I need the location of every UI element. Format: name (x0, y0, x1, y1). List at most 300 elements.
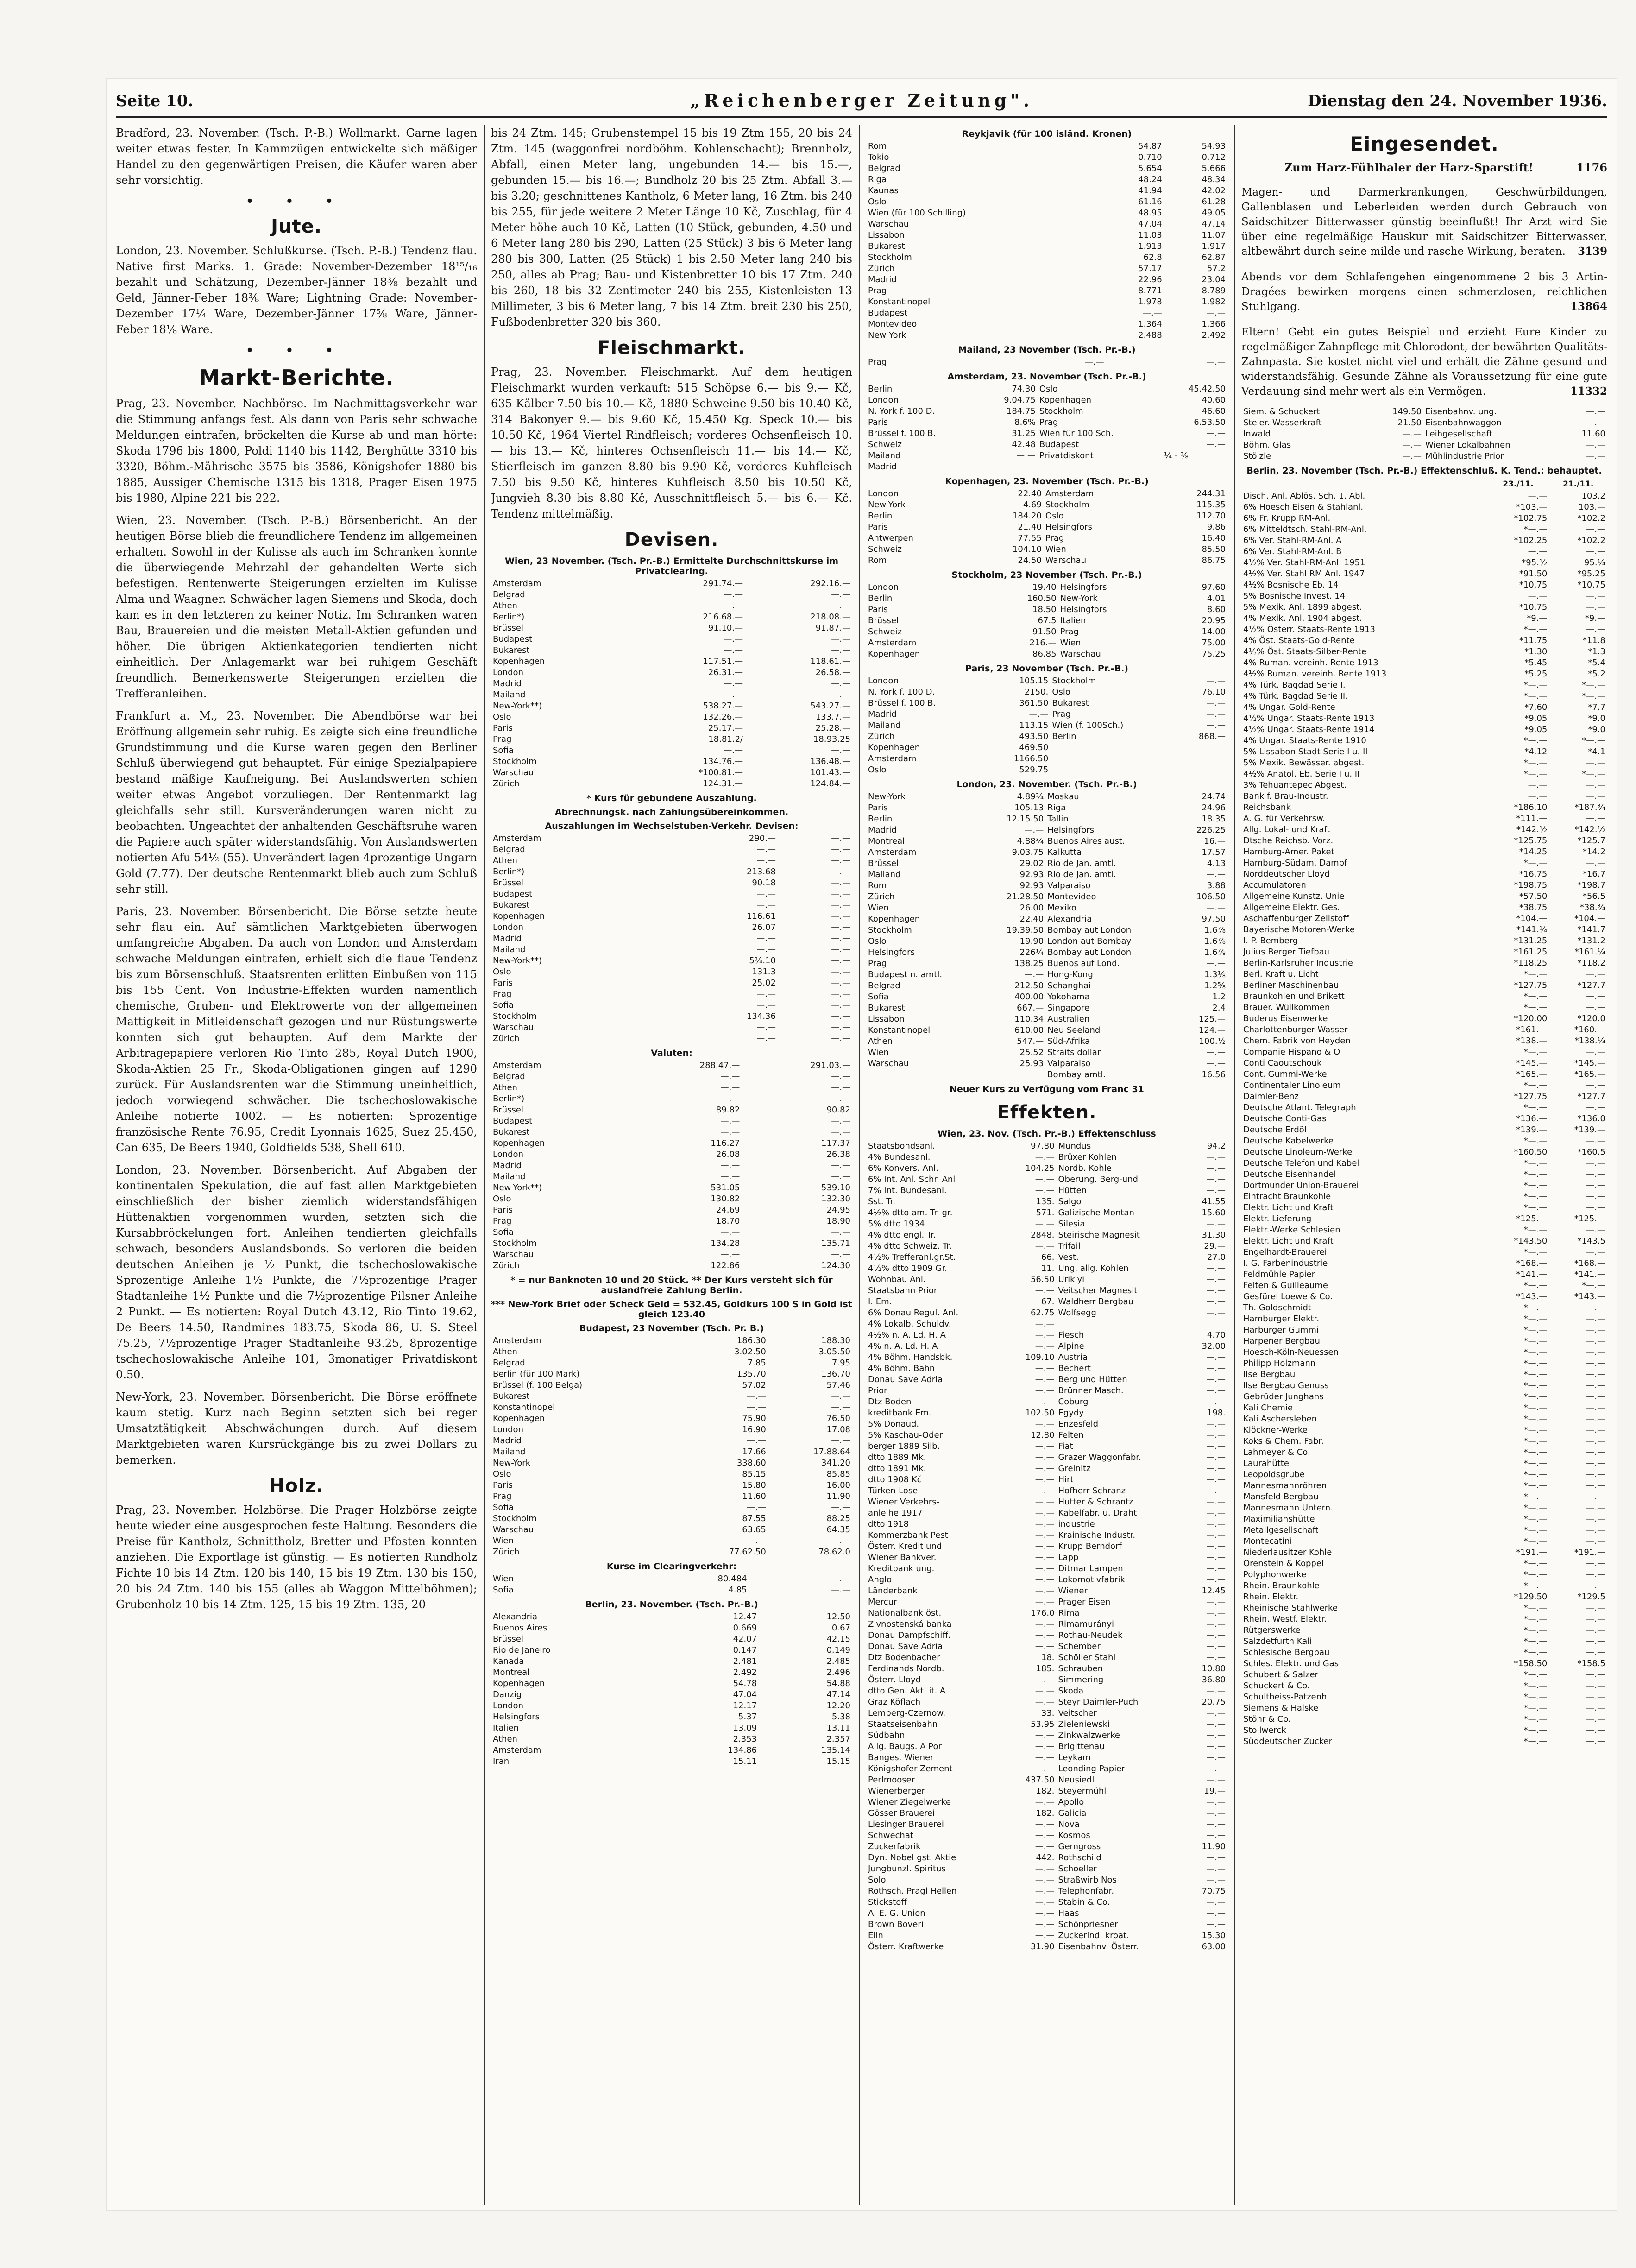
table-cell: —.— (1035, 1920, 1055, 1929)
table-cell: Ferdinands Nordb. (868, 1664, 944, 1674)
table-cell: —.— (1206, 1175, 1226, 1184)
table-cell: Stockholm (1052, 676, 1096, 686)
table-cell: —.— (1035, 1675, 1055, 1685)
table-cell: Schweiz (868, 440, 902, 449)
table-cell: Orenstein & Koppel (1243, 1559, 1324, 1568)
table-cell: Brüssel (493, 878, 523, 888)
table-cell: 47.14 (826, 1690, 850, 1699)
table-row (1241, 1091, 1607, 1102)
table-cell: New York (868, 330, 906, 340)
table-row (491, 1745, 852, 1756)
table-cell: —.— (1206, 1642, 1226, 1651)
table-cell: 26.00 (1019, 903, 1044, 913)
table-cell: —.— (1016, 451, 1036, 461)
table-row (1241, 1692, 1607, 1703)
table-cell: —.— (1586, 1692, 1605, 1702)
table-row (1241, 969, 1607, 980)
table-cell: Dtsche Reichsb. Vorz. (1243, 836, 1334, 846)
table-row (866, 1408, 1227, 1419)
table-cell: Kopenhagen (868, 914, 920, 924)
table-cell: Kopenhagen (493, 911, 545, 921)
table-row (866, 1563, 1227, 1574)
table-cell: *—.— (1523, 1158, 1548, 1168)
table-cell: Haas (1058, 1908, 1079, 1918)
table-row (1241, 591, 1607, 602)
table-cell: 437.50 (1025, 1775, 1055, 1785)
table-cell: *102.75 (1514, 513, 1548, 523)
table-cell: Krainische Industr. (1058, 1530, 1136, 1540)
table-row (1241, 1658, 1607, 1669)
table-header-cell: 21./11. (1562, 480, 1594, 489)
table-cell: Mailand (868, 720, 901, 730)
table-cell: —.— (1206, 1597, 1226, 1607)
table-cell: Rothsch. Pragl Hellen (868, 1886, 957, 1896)
table-row (491, 1435, 852, 1447)
table-cell: —.— (1206, 1875, 1226, 1885)
table-cell: *131.2 (1577, 936, 1605, 946)
table-cell: Belgrad (493, 1358, 525, 1368)
table-cell: Berlin*) (493, 1094, 525, 1104)
table-row (491, 1346, 852, 1358)
table-row (1241, 1425, 1607, 1436)
table-cell: *9.05 (1524, 714, 1548, 723)
table-cell: *125.7 (1577, 836, 1605, 846)
table-cell: 4½% dtto 1909 Gr. (868, 1264, 947, 1273)
table-row (866, 1841, 1227, 1852)
table-row (491, 1071, 852, 1082)
table-row (866, 450, 1227, 461)
table-cell: Zürich (493, 779, 520, 789)
table-cell (1050, 753, 1176, 764)
table-row (491, 745, 852, 756)
table-row (866, 1574, 1227, 1586)
table-cell: *—.— (1523, 1414, 1548, 1424)
table-cell: —.— (1084, 357, 1104, 367)
table-row (491, 1689, 852, 1700)
page-number: Seite 10. (116, 92, 194, 110)
table-row (1241, 1247, 1607, 1258)
table-cell: Steyermühl (1058, 1786, 1107, 1796)
table-cell: *102.2 (1577, 513, 1605, 523)
table-cell: *145.— (1516, 1058, 1548, 1068)
table-cell: *9.0 (1588, 725, 1605, 734)
table-cell: Deutsche Telefon und Kabel (1243, 1158, 1359, 1168)
table-row (491, 712, 852, 723)
table-cell: Belgrad (493, 845, 525, 854)
column-rule (1234, 125, 1235, 2205)
table-row (866, 1608, 1227, 1619)
table-row (866, 439, 1227, 450)
table-cell: Zürich (868, 892, 895, 902)
table-cell: 2.496 (826, 1668, 850, 1677)
table-cell: Türken-Lose (868, 1486, 918, 1496)
table-cell (1162, 461, 1227, 473)
table-cell: Donau Save Adria (868, 1375, 943, 1384)
table-row (491, 1424, 852, 1435)
table-cell: —.— (1206, 1508, 1226, 1518)
table-cell: *125.— (1574, 1214, 1605, 1224)
table-cell: Staatsbahn Prior (868, 1286, 938, 1295)
table-cell: Schweiz (868, 627, 902, 637)
table-cell: 11.90 (826, 1491, 850, 1501)
table-cell: *5.45 (1524, 658, 1548, 668)
table-cell: —.— (1035, 1931, 1055, 1940)
table-row (491, 756, 852, 767)
table-row (491, 656, 852, 667)
table-cell: —.— (1206, 1497, 1226, 1507)
table-cell: Lapp (1058, 1553, 1079, 1562)
table-cell: 24.69 (716, 1205, 740, 1215)
table-cell: Prag (868, 959, 887, 968)
table-row (866, 836, 1227, 847)
article-prag-nachboerse: Prag, 23. November. Nachbörse. Im Nachmittagsverkehr war die Stimmung anfangs fest. Als dann von Paris sehr schwache Meldungen eintrafen, bröckelten die Kurse ab und man hörte: Skoda 1796 bis 1800, Poldi 1140 bis 1142, Berghütte 3310 bis 3320, Böhm.-Mährische 3575 bis 3586, Königshofer 1880 bis 1885, Aussiger Chemische 1315 bis 1318, Prager Eisen 1975 bis 1980, Alpine 221 bis 222. (116, 397, 477, 505)
table-cell: *160.5 (1577, 1147, 1605, 1157)
table-cell: Gerngross (1058, 1842, 1101, 1851)
table-cell: 4% Ruman. vereinh. Rente 1913 (1243, 658, 1378, 668)
table-row (1241, 1558, 1607, 1569)
table-header-cell (1241, 478, 1487, 491)
table-cell: 116.27 (711, 1138, 740, 1148)
table-row (1241, 451, 1607, 462)
table-cell: Steier. Wasserkraft (1243, 418, 1322, 428)
table-cell (1050, 764, 1176, 776)
table-cell: —.— (831, 679, 850, 689)
table-cell: —.— (831, 1574, 850, 1584)
table-cell: *165.— (1574, 1069, 1605, 1079)
table-cell: 77.62.50 (729, 1547, 766, 1557)
table-row (866, 969, 1227, 980)
table-cell: —.— (1206, 1163, 1226, 1173)
securities-table (866, 1141, 1227, 1952)
table-cell: 85.85 (826, 1469, 850, 1479)
table-row (491, 1623, 852, 1634)
table-cell: Zürich (493, 1034, 520, 1043)
table-cell: Bukarest (868, 1003, 905, 1013)
table-row (491, 1611, 852, 1623)
table-cell: —.— (1206, 1920, 1226, 1929)
table-cell: Graz Köflach (868, 1697, 921, 1707)
table-cell: 41.94 (1138, 186, 1162, 196)
article-frankfurt-boerse: Frankfurt a. M., 23. November. Die Abendbörse war bei Eröffnung allgemein sehr ruhig. Es zeigte sich eine freundliche Grundstimmung und die Kurse waren gegen den Berliner Schluß überwiegend gut behauptet. Für einige Spezialpapiere bestand mäßige Kaufneigung. Bei Auslandswerten schien weiter etwas Angebot vorzuliegen. Der Rentenmarkt lag gleichfalls sehr still. Kursveränderungen waren nicht zu beobachten. Ungeachtet der anhaltenden Geschäftsruhe waren die Papiere auch später widerstandsfähig. Von Auslandswerten notierten Afu 54½ (55). Unverändert lagen 4prozentige Ungarn Gold (7.77). Der deutsche Rentenmarkt blieb auch zum Schluß sehr still. (116, 709, 477, 896)
table-cell: Antwerpen (868, 533, 913, 543)
table-row (866, 1069, 1227, 1080)
table-cell: *—.— (1523, 1358, 1548, 1368)
table-cell: —.— (831, 1116, 850, 1126)
table-cell: *—.— (1523, 1436, 1548, 1446)
table-row (866, 1763, 1227, 1775)
table-row (866, 1652, 1227, 1663)
table-cell: Budapest (493, 634, 533, 644)
table-cell: Julius Berger Tiefbau (1243, 947, 1330, 957)
table-cell: —.— (1206, 1764, 1226, 1774)
table-cell: 216.— (1029, 638, 1057, 648)
table-cell: 543.27.— (810, 701, 850, 711)
table-cell: *38.¾ (1579, 903, 1605, 912)
table-row (1241, 1402, 1607, 1414)
table-cell: —.— (1586, 1314, 1605, 1324)
table-cell: Budapest (1039, 440, 1079, 449)
table-row (866, 357, 1227, 368)
table-cell: New-York (868, 792, 906, 802)
table-cell: Deutsche Erdöl (1243, 1125, 1307, 1135)
table-cell: Aschaffenburger Zellstoff (1243, 914, 1349, 923)
table-cell: *5.25 (1524, 669, 1548, 679)
table-cell: —.— (1206, 1364, 1226, 1373)
table-cell: Straßwirb Nos (1058, 1875, 1117, 1885)
table-cell: Hütten (1058, 1186, 1087, 1195)
table-cell: *95.25 (1577, 569, 1605, 579)
table-cell: 134.36 (746, 1011, 776, 1021)
table-cell: —.— (1586, 1725, 1605, 1735)
table-cell: Oslo (1045, 511, 1064, 521)
table-cell: 24.74 (1202, 792, 1226, 802)
table-cell: Neu Seeland (1047, 1025, 1101, 1035)
table-cell: 136.48.— (810, 757, 850, 766)
table-cell: Donau Save Adria (868, 1642, 943, 1651)
table-cell: —.— (1402, 440, 1422, 450)
table-cell: Madrid (868, 275, 897, 284)
table-cell: 31.25 (1012, 429, 1036, 438)
table-row (1241, 1036, 1607, 1047)
table-cell: dtto 1918 (868, 1519, 909, 1529)
table-cell: Hamburg-Südam. Dampf (1243, 858, 1347, 868)
table-cell: London (868, 676, 899, 686)
table-cell: —.— (756, 856, 776, 866)
table-cell: 21.40 (1018, 522, 1042, 532)
table-cell: Sofia (493, 1503, 514, 1512)
table-cell: Rhein. Braunkohle (1243, 1581, 1320, 1591)
table-cell: Stockholm (868, 925, 912, 935)
table-cell: —.— (1586, 1003, 1605, 1012)
table-cell: Buenos auf Lond. (1047, 959, 1120, 968)
table-cell: —.— (1586, 1503, 1605, 1513)
table-cell: 4% Bundesanl. (868, 1152, 931, 1162)
table-cell: 4% Ungar. Gold-Rente (1243, 702, 1335, 712)
table-cell: Prag (493, 1216, 512, 1226)
table-cell: 11.60 (742, 1491, 766, 1501)
table-cell: *—.— (1523, 1003, 1548, 1012)
table-cell: Bukarest (493, 645, 530, 655)
table-cell: 42.48 (1012, 440, 1036, 449)
table-cell: —.— (831, 1585, 850, 1595)
table-cell: London aut Bombay (1047, 936, 1132, 946)
table-cell: —.— (1035, 1742, 1055, 1751)
table-cell: 9.86 (1207, 522, 1226, 532)
table-row (1241, 406, 1607, 417)
rates-table (491, 1335, 852, 1558)
table-cell: Mailand (493, 690, 526, 700)
rates-note: * = nur Banknoten 10 und 20 Stück. ** Der Kurs versteht sich für auslandfreie Zahlung Berlin. (510, 1275, 833, 1295)
rates-table (491, 833, 852, 1044)
table-cell: 90.82 (826, 1105, 850, 1115)
table-cell: —.— (1206, 1308, 1226, 1318)
table-cell: Amsterdam (493, 834, 541, 843)
table-cell: Sofia (493, 1000, 514, 1010)
table-cell: *145.— (1574, 1058, 1605, 1068)
table-row (866, 1058, 1227, 1069)
table-cell: *—.— (1523, 769, 1548, 779)
notice-subtitle-text: Zum Harz-Fühlhaler der Harz-Sparstift! (1284, 161, 1534, 174)
table-cell: Bombay amtl. (1047, 1070, 1106, 1080)
table-cell: Wien (1060, 638, 1081, 648)
column-2 (491, 125, 852, 2205)
table-row (491, 1413, 852, 1424)
table-row (1241, 440, 1607, 451)
table-cell: Neusiedl (1058, 1775, 1095, 1785)
table-row (1241, 758, 1607, 769)
table-cell: 13.11 (826, 1723, 850, 1733)
table-cell: 4% Lokalb. Schuldv. (868, 1319, 951, 1329)
table-cell: —.— (1035, 1597, 1055, 1607)
table-row (866, 1319, 1227, 1330)
table-cell: Madrid (493, 1161, 522, 1170)
column-rule (859, 125, 860, 2205)
table-cell: —.— (831, 1172, 850, 1181)
table-cell: *142.½ (1574, 825, 1605, 834)
table-row (866, 814, 1227, 825)
table-cell: Amsterdam (868, 754, 917, 764)
table-cell: Prag (868, 286, 887, 296)
page-header (116, 87, 1607, 115)
table-cell: *102.2 (1577, 536, 1605, 545)
table-cell: 76.10 (1202, 687, 1226, 697)
table-row (1241, 702, 1607, 713)
table-cell: Privatdiskont (1039, 451, 1094, 461)
table-cell: —.— (1586, 1459, 1605, 1468)
table-cell: *186.10 (1514, 802, 1548, 812)
table-cell: Rütgerswerke (1243, 1625, 1301, 1635)
table-cell: Brüssel (f. 100 Belga) (493, 1380, 583, 1390)
table-cell: Berlin (für 100 Mark) (493, 1369, 580, 1379)
table-cell: *9.— (1585, 613, 1605, 623)
table-cell: *—.— (1523, 1370, 1548, 1379)
table-cell: *129.5 (1577, 1592, 1605, 1602)
table-cell: *160.— (1574, 1025, 1605, 1035)
table-cell: 29.— (1204, 1241, 1226, 1251)
table-cell: Oslo (868, 936, 887, 946)
table-cell: Hamburg-Amer. Paket (1243, 847, 1334, 857)
table-cell: —.— (1586, 1625, 1605, 1635)
table-row (866, 263, 1227, 274)
table-cell: —.— (1035, 1831, 1055, 1840)
table-cell: Buenos Aires (493, 1623, 547, 1633)
table-cell: Montreal (493, 1668, 530, 1677)
table-cell: *158.5 (1577, 1659, 1605, 1668)
table-row (1241, 1625, 1607, 1636)
table-cell: London (493, 1150, 523, 1159)
table-row (491, 1335, 852, 1346)
table-cell: 1.6⅞ (1204, 925, 1226, 935)
table-row (866, 533, 1227, 544)
table-cell: Budapest (493, 889, 533, 899)
table-cell: Sst. Tr. (868, 1197, 896, 1207)
table-cell: —.— (1035, 1375, 1055, 1384)
table-cell: Valparaiso (1047, 881, 1091, 891)
table-row (1241, 1436, 1607, 1447)
table-cell: Budapest n. amtl. (868, 970, 943, 979)
table-cell: 22.96 (1138, 275, 1162, 284)
table-cell: Metallgesellschaft (1243, 1525, 1319, 1535)
rates-table (866, 488, 1227, 566)
table-row (1241, 1191, 1607, 1202)
table-row (866, 319, 1227, 330)
table-cell: —.— (1206, 1653, 1226, 1662)
table-cell: —.— (1586, 1370, 1605, 1379)
table-cell: Stöhr & Co. (1243, 1714, 1291, 1724)
table-cell: —.— (1206, 1464, 1226, 1473)
table-row (866, 1363, 1227, 1374)
table-row (866, 285, 1227, 297)
table-cell: —.— (1206, 1397, 1226, 1407)
table-cell: Madrid (868, 825, 897, 835)
table-cell: Iran (493, 1756, 510, 1766)
table-cell: 57.02 (742, 1380, 766, 1390)
table-cell: Silesia (1058, 1219, 1085, 1229)
table-cell: Österr. Kraftwerke (868, 1942, 944, 1952)
table-row (491, 1011, 852, 1022)
table-cell: 64.35 (826, 1525, 850, 1535)
table-cell: London (493, 922, 523, 932)
table-cell: Wien (868, 903, 889, 913)
table-cell: —.— (1206, 1630, 1226, 1640)
table-cell: 667.— (1017, 1003, 1044, 1013)
table-row (1241, 1491, 1607, 1503)
table-cell: 94.2 (1207, 1141, 1226, 1151)
table-row (1241, 1136, 1607, 1147)
table-cell: Königshofer Zement (868, 1764, 953, 1774)
table-row (866, 1474, 1227, 1485)
table-cell: Madrid (868, 709, 897, 719)
table-cell: Wiener Verkehrs- (868, 1497, 940, 1507)
table-cell: Salgo (1058, 1197, 1082, 1207)
table-cell: —.— (1206, 1553, 1226, 1562)
table-cell: Ditmar Lampen (1058, 1564, 1123, 1573)
table-cell: *4.1 (1588, 747, 1605, 757)
section-title-devisen: Devisen. (624, 529, 719, 550)
table-row (866, 1530, 1227, 1541)
table-cell: 67. (1041, 1297, 1055, 1307)
table-cell: —.— (1206, 1541, 1226, 1551)
table-cell: —.— (1035, 1219, 1055, 1229)
table-cell: 538.27.— (703, 701, 743, 711)
table-cell: *10.75 (1519, 602, 1548, 612)
table-cell: 6.53.50 (1194, 417, 1226, 427)
table-cell: —.— (1586, 451, 1605, 461)
table-cell: Hutter & Schrantz (1058, 1497, 1133, 1507)
table-cell: Straits dollar (1047, 1048, 1101, 1057)
table-cell: 290.— (749, 834, 776, 843)
table-cell: *—.— (1523, 1648, 1548, 1657)
table-row (1241, 1580, 1607, 1592)
table-cell: Oslo (868, 197, 887, 207)
table-cell: *14.25 (1519, 847, 1548, 857)
table-cell: Liesinger Brauerei (868, 1819, 944, 1829)
table-cell: 42.15 (826, 1634, 850, 1644)
table-row (866, 196, 1227, 208)
table-row (866, 219, 1227, 230)
table-cell: —.— (720, 1072, 740, 1081)
table-cell: 2.492 (733, 1668, 757, 1677)
table-cell: Deutsche Atlant. Telegraph (1243, 1103, 1356, 1112)
table-row (1241, 624, 1607, 635)
table-cell: *38.75 (1519, 903, 1548, 912)
table-cell: Kali Chemie (1243, 1403, 1293, 1413)
table-cell: —.— (831, 878, 850, 888)
ad-ref: 13864 (1570, 300, 1607, 313)
table-row (866, 1752, 1227, 1763)
table-row (866, 1185, 1227, 1196)
table-cell: 338.60 (736, 1458, 766, 1468)
